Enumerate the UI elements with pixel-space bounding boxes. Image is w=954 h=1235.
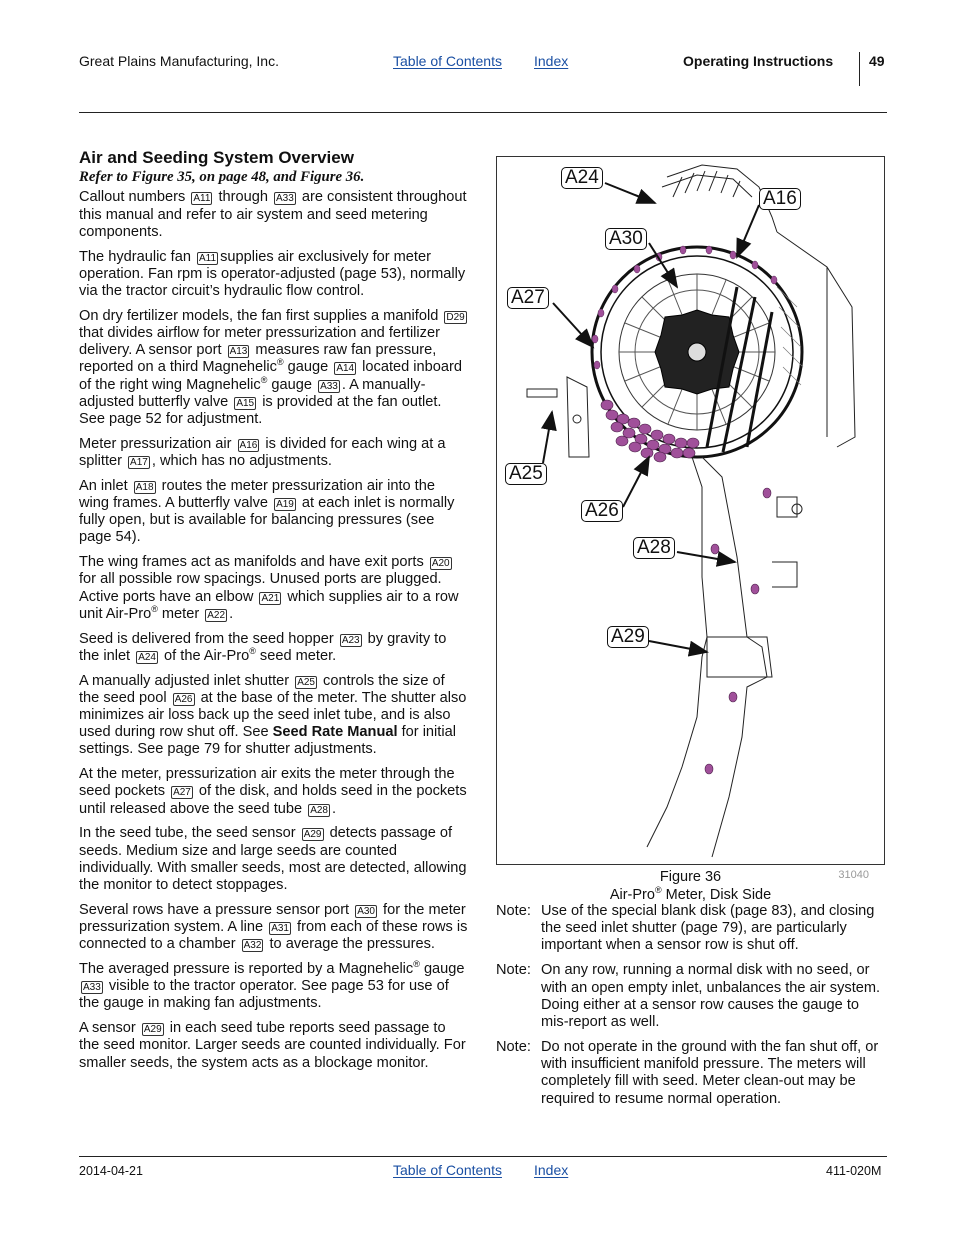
header-divider [859,52,860,86]
callout-tag: A29 [303,829,322,841]
callout-tag: D29 [446,311,465,323]
callout-tag: A11 [199,252,217,264]
callout-a25: A25 [505,463,547,485]
callout-a26: A26 [581,500,623,522]
paragraph-shutter: A manually adjusted inlet shutter A25 controls the size of the seed pool A26 at the base of the meter. The shutter also minimizes air loss back up the seed inlet tube, and is also used during row shut off. See Seed Rate Manual for initial settings. See page 79 for shutter adjustments. [79,672,467,758]
company-name: Great Plains Manufacturing, Inc. [79,53,279,69]
callout-tag: A26 [174,693,193,705]
paragraph-averaged-pressure: The averaged pressure is reported by a Magnehelic® gauge A33 visible to the tractor operator. See page 53 for use of the gauge in making fan adjustments. [79,959,465,1012]
paragraph-callouts: Callout numbers A11 through A33 are consistent throughout this manual and refer to air system and seed metering components. [79,189,467,240]
callout-tag: A19 [276,499,294,511]
callout-tag: A32 [243,940,262,952]
callout-a30: A30 [605,228,647,250]
note-item [496,1039,888,1108]
callout-tag: A24 [138,651,156,663]
index-link-header[interactable]: Index [534,53,569,69]
callout-a24: A24 [561,167,603,189]
note-item [496,962,888,1031]
article-body [79,149,469,1079]
figure-image-id: 31040 [838,869,869,881]
paragraph-seed-sensor: In the seed tube, the seed sensor A29 detects passage of seeds. Medium size and large seeds are counted individually. With smaller seeds, most are detected, allowing the monitor to detect stoppages. [79,825,467,894]
figure-reference: Refer to Figure 35, on page 48, and Figure 36. [79,169,365,186]
callout-tag: A15 [236,397,255,409]
callout-tag: A22 [207,609,226,621]
callout-tag: A11 [193,193,211,205]
callout-tag: A33 [83,982,101,994]
callout-tag: A13 [229,346,248,358]
note-label: Note: [496,903,531,919]
figure-number: Figure 36 [659,869,722,885]
air-pro-meter-illustration [497,157,885,865]
meter-disk [592,246,803,462]
note-text: Do not operate in the ground with the fan shut off, or with insufficient manifold pressure. The meters will completely fill with seed. Meter clean-out may be required to resume normal operation. [541,1039,879,1107]
paragraph-seed-delivery: Seed is delivered from the seed hopper A23 by gravity to the inlet A24 of the Air-Pro® seed meter. [79,630,447,664]
callout-tag: A31 [271,923,289,935]
footer-rule [79,1156,887,1157]
falling-seeds [705,488,771,774]
callout-a29: A29 [607,626,649,648]
callout-tag: A28 [310,804,328,816]
paragraph-meter: At the meter, pressurization air exits the meter through the seed pockets A27 of the disk, and holds seed in the pockets until released above the seed tube A28 . [79,766,467,817]
section-heading: Air and Seeding System Overview [79,148,354,167]
callout-tag: A25 [297,676,315,688]
figure-36-frame [496,156,885,865]
callout-tag: A17 [130,457,148,469]
inlet-shutter-bracket [527,377,589,457]
footer-doc-number: 411-020M [826,1164,882,1178]
callout-tag: A33 [320,380,338,392]
header-rule [79,112,887,113]
seed-rate-manual-ref: Seed Rate Manual [272,724,398,741]
page-number: 49 [869,53,885,69]
callout-tag: A16 [239,439,258,451]
callout-a28: A28 [633,537,675,559]
figure-title: Air-Pro® Meter, Disk Side [609,884,772,903]
note-label: Note: [496,1039,531,1056]
note-text: On any row, running a normal disk with no seed, or with an open empty inlet, unbalances the air system. Doing either at a sensor row causes the gauge to mis-report as well. [541,962,881,1031]
callout-tag: A29 [143,1024,162,1036]
note-item [496,903,888,955]
figure-caption [496,869,885,904]
notes-list [496,903,888,1116]
callout-tag: A20 [431,558,450,570]
paragraph-pressure-sensor: Several rows have a pressure sensor port A30 for the meter pressurization system. A line A31 from each of these rows is connected to a chamber A32 to average the pressures. [79,901,468,953]
paragraph-pressurization: Meter pressurization air A16 is divided for each wing at a splitter A17 , which has no adjustments. [79,435,446,470]
callout-tag: A21 [261,592,280,604]
callout-tag: A14 [336,363,355,375]
toc-link-header[interactable]: Table of Contents [393,53,502,69]
footer-date: 2014-04-21 [79,1164,143,1178]
paragraph-fertilizer: On dry fertilizer models, the fan first supplies a manifold D29 that divides airflow for meter pressurization and fertilizer delivery. A sensor port A13 measures raw fan pressure, reported on a third Magnehelic® gauge A14 located inboard of the right wing Magnehelic® gauge A33 . A manually-adjusted butterfly valve A15 is provided at the fan outlet. See page 52 for adjustment. [79,307,465,428]
section-title: Operating Instructions [683,53,834,69]
index-link-footer[interactable]: Index [534,1162,569,1178]
note-label: Note: [496,962,531,979]
paragraph-fan: The hydraulic fan A11 supplies air exclusively for meter operation. Fan rpm is operator-adjusted (page 53), normally via the tractor circuit’s hydraulic flow control. [79,248,466,300]
callout-tag: A23 [341,634,360,646]
paragraph-sensor-monitor: A sensor A29 in each seed tube reports seed passage to the seed monitor. Larger seeds are counted individually. For smaller seeds, the system acts as a blockage monitor. [79,1020,466,1071]
paragraph-wing-frames: The wing frames act as manifolds and have exit ports A20 for all possible row spacings. Unused ports are plugged. Active ports have an elbow A21 which supplies air to a row unit Air-Pro® meter A22 . [79,554,459,622]
callout-tag: A33 [276,193,294,205]
callout-tag: A30 [357,905,375,917]
callout-tag: A18 [135,481,154,493]
seed-tube [647,457,802,857]
callout-a27: A27 [507,287,549,309]
callout-a16: A16 [759,188,801,210]
note-text: Use of the special blank disk (page 83), and closing the seed inlet shutter (page 79), are particularly important when a sensor row is shut off. [541,903,875,954]
toc-link-footer[interactable]: Table of Contents [393,1162,502,1178]
callout-tag: A27 [173,787,191,799]
paragraph-inlet: An inlet A18 routes the meter pressurization air into the wing frames. A butterfly valve A19 at each inlet is normally fully open, but is available for balancing pressures (see page 54). [79,477,455,546]
